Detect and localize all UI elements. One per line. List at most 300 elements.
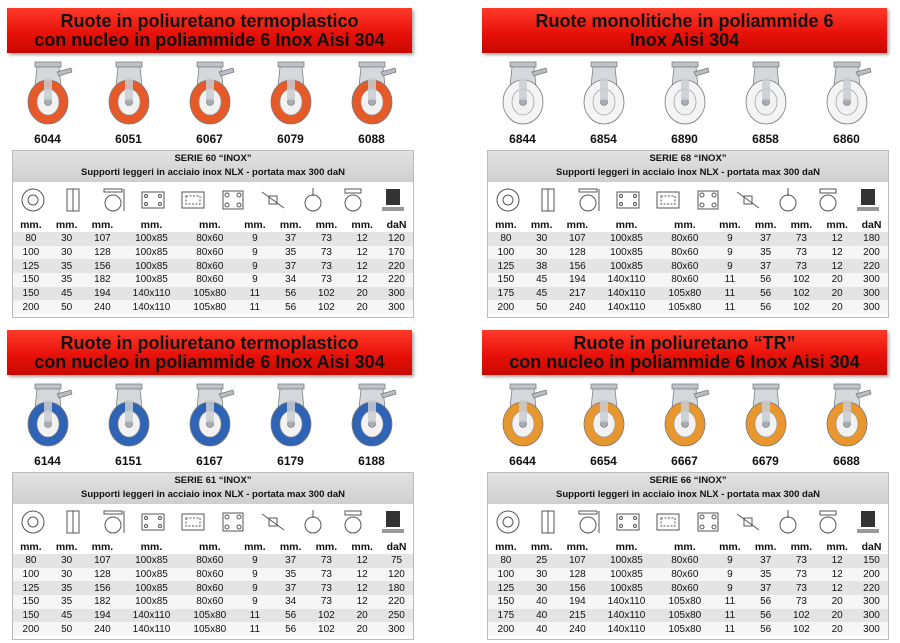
caster-wheel-image <box>816 380 878 450</box>
table-cell: 300 <box>855 595 888 609</box>
wheel-code: 6144 <box>34 454 61 468</box>
table-row <box>488 300 888 314</box>
icon-cell <box>608 182 648 218</box>
table-cell: 102 <box>784 273 820 287</box>
wheel-code: 6051 <box>115 132 142 146</box>
table-cell: 12 <box>344 259 380 273</box>
table-cell: 56 <box>748 287 784 301</box>
table-cell: 100x85 <box>595 232 657 246</box>
table-cell: 80x60 <box>658 273 712 287</box>
icon-cell <box>768 504 808 540</box>
table-cell: 73 <box>784 232 820 246</box>
table-cell: 45 <box>49 609 85 623</box>
icon-cell <box>373 504 413 540</box>
column-header: mm. <box>85 540 121 554</box>
table-cell: 150 <box>13 287 49 301</box>
wheel-item[interactable] <box>569 58 639 146</box>
table-cell: 150 <box>13 609 49 623</box>
table-row <box>488 273 888 287</box>
icon-cell <box>768 182 808 218</box>
table-cell: 105x80 <box>658 595 712 609</box>
table-cell: 100x85 <box>595 554 657 568</box>
table-cell: 30 <box>524 568 560 582</box>
caster-wheel-image <box>260 380 322 450</box>
table-cell: 102 <box>309 300 345 314</box>
wheel-front-icon <box>18 186 48 214</box>
icon-cell <box>293 182 333 218</box>
table-cell: 215 <box>560 609 596 623</box>
table-cell: 20 <box>819 273 855 287</box>
wheel-code: 6067 <box>196 132 223 146</box>
table-cell: 9 <box>237 232 273 246</box>
table-cell: 100x85 <box>120 273 182 287</box>
icon-cell <box>13 182 53 218</box>
series-spec-box <box>487 472 889 640</box>
table-cell: 217 <box>560 287 596 301</box>
table-cell: 156 <box>85 259 121 273</box>
icon-cell <box>528 504 568 540</box>
series-spec-box <box>12 472 414 640</box>
column-header: mm. <box>488 540 524 554</box>
table-cell: 12 <box>344 581 380 595</box>
table-cell: 80x60 <box>658 232 712 246</box>
table-cell: 100x85 <box>120 595 182 609</box>
table-cell: 37 <box>748 554 784 568</box>
load-weight-icon <box>378 186 408 214</box>
wheel-item[interactable] <box>256 380 326 468</box>
table-cell: 56 <box>748 595 784 609</box>
table-cell: 40 <box>524 609 560 623</box>
tyre-width-icon <box>338 186 368 214</box>
icon-cell <box>568 182 608 218</box>
icon-cell <box>648 182 688 218</box>
table-cell: 30 <box>524 232 560 246</box>
table-cell: 128 <box>560 568 596 582</box>
table-cell: 180 <box>380 581 413 595</box>
table-cell: 56 <box>273 622 309 636</box>
wheel-side-icon <box>58 186 88 214</box>
table-row <box>13 595 413 609</box>
icon-cell <box>688 504 728 540</box>
icon-cell <box>53 182 93 218</box>
series-spec-box <box>487 150 889 318</box>
table-cell: 105x80 <box>658 609 712 623</box>
wheel-code: 6667 <box>671 454 698 468</box>
table-cell: 300 <box>855 273 888 287</box>
table-cell: 80 <box>13 554 49 568</box>
table-cell: 45 <box>49 287 85 301</box>
table-cell: 50 <box>524 300 560 314</box>
icon-cell <box>728 504 768 540</box>
caster-wheel-image <box>179 58 241 128</box>
icon-cell <box>213 504 253 540</box>
plate-size-icon <box>613 186 643 214</box>
table-cell: 100x85 <box>120 246 182 260</box>
table-cell: 40 <box>524 622 560 636</box>
table-cell: 194 <box>85 287 121 301</box>
table-row <box>13 232 413 246</box>
table-cell: 56 <box>273 300 309 314</box>
table-cell: 9 <box>237 246 273 260</box>
wheel-item[interactable] <box>731 380 801 468</box>
table-cell: 125 <box>488 259 524 273</box>
table-cell: 300 <box>380 287 413 301</box>
table-cell: 11 <box>712 273 748 287</box>
table-cell: 30 <box>49 232 85 246</box>
icon-cell <box>173 182 213 218</box>
table-cell: 140x110 <box>120 622 182 636</box>
spec-table <box>488 540 888 636</box>
table-cell: 125 <box>13 581 49 595</box>
table-cell: 73 <box>784 259 820 273</box>
table-cell: 37 <box>273 259 309 273</box>
table-cell: 73 <box>784 554 820 568</box>
fork-height-icon <box>98 508 128 536</box>
series-subtitle: Supporti leggeri in acciaio inox NLX - portata max 300 daN <box>556 489 820 500</box>
table-cell: 9 <box>712 259 748 273</box>
wheel-item[interactable] <box>650 380 720 468</box>
wheel-gallery <box>482 380 887 468</box>
wheel-code: 6044 <box>34 132 61 146</box>
table-cell: 35 <box>273 246 309 260</box>
table-cell: 73 <box>784 595 820 609</box>
icon-cell <box>808 504 848 540</box>
table-cell: 200 <box>855 568 888 582</box>
column-header: mm. <box>120 540 182 554</box>
wheel-code: 6844 <box>509 132 536 146</box>
table-cell: 73 <box>784 568 820 582</box>
panel-title-banner <box>482 330 887 375</box>
wheel-item[interactable] <box>13 380 83 468</box>
wheel-code: 6654 <box>590 454 617 468</box>
wheel-code: 6151 <box>115 454 142 468</box>
swivel-radius-icon <box>773 186 803 214</box>
table-cell: 300 <box>380 300 413 314</box>
column-header: mm. <box>560 218 596 232</box>
product-panel-1 <box>7 8 412 316</box>
table-cell: 100x85 <box>120 581 182 595</box>
table-cell: 9 <box>237 259 273 273</box>
table-cell: 9 <box>237 581 273 595</box>
column-header: mm. <box>183 218 237 232</box>
swivel-radius-icon <box>773 508 803 536</box>
table-cell: 100x85 <box>595 568 657 582</box>
table-cell: 240 <box>560 622 596 636</box>
icon-cell <box>848 504 888 540</box>
table-cell: 73 <box>309 581 345 595</box>
panel-title-line1: Ruote in poliuretano termoplastico <box>60 10 359 31</box>
column-header: daN <box>380 218 413 232</box>
table-cell: 9 <box>237 595 273 609</box>
wheel-item[interactable] <box>337 380 407 468</box>
bolt-hole-icon <box>693 508 723 536</box>
table-cell: 20 <box>819 300 855 314</box>
column-header: mm. <box>658 218 712 232</box>
icon-cell <box>648 504 688 540</box>
table-cell: 35 <box>49 581 85 595</box>
wheel-item[interactable] <box>175 58 245 146</box>
table-cell: 182 <box>85 595 121 609</box>
tyre-width-icon <box>338 508 368 536</box>
wheel-code: 6688 <box>833 454 860 468</box>
table-row <box>13 554 413 568</box>
table-cell: 156 <box>85 581 121 595</box>
table-cell: 12 <box>819 246 855 260</box>
plate-size-icon <box>138 186 168 214</box>
table-cell: 9 <box>237 273 273 287</box>
table-cell: 100x85 <box>120 568 182 582</box>
panel-title-line1: Ruote in poliuretano termoplastico <box>60 332 359 353</box>
table-cell: 150 <box>855 554 888 568</box>
dimension-icons-row <box>488 182 888 218</box>
icon-cell <box>608 504 648 540</box>
wheel-item[interactable] <box>256 58 326 146</box>
icon-cell <box>688 182 728 218</box>
table-row <box>13 609 413 623</box>
table-cell: 30 <box>524 246 560 260</box>
table-row <box>488 609 888 623</box>
wheel-item[interactable] <box>175 380 245 468</box>
spec-table <box>488 218 888 314</box>
table-cell: 34 <box>273 273 309 287</box>
wheel-item[interactable] <box>94 58 164 146</box>
table-cell: 35 <box>49 273 85 287</box>
table-cell: 194 <box>85 609 121 623</box>
table-cell: 156 <box>560 581 596 595</box>
wheel-code: 6860 <box>833 132 860 146</box>
wheel-item[interactable] <box>812 58 882 146</box>
table-cell: 80 <box>488 232 524 246</box>
column-header: daN <box>855 218 888 232</box>
icon-cell <box>173 504 213 540</box>
table-cell: 80x60 <box>658 246 712 260</box>
bolt-hole-icon <box>218 186 248 214</box>
column-header: mm. <box>819 540 855 554</box>
swivel-radius-icon <box>298 186 328 214</box>
offset-icon <box>258 186 288 214</box>
wheel-front-icon <box>18 508 48 536</box>
wheel-item[interactable] <box>731 58 801 146</box>
table-cell: 80 <box>488 554 524 568</box>
column-header: mm. <box>309 218 345 232</box>
table-row <box>13 300 413 314</box>
table-cell: 20 <box>344 300 380 314</box>
wheel-front-icon <box>493 186 523 214</box>
table-cell: 35 <box>273 568 309 582</box>
table-cell: 56 <box>748 273 784 287</box>
table-cell: 300 <box>855 300 888 314</box>
wheel-code: 6644 <box>509 454 536 468</box>
spec-header-row <box>13 540 413 554</box>
icon-cell <box>488 182 528 218</box>
wheel-item[interactable] <box>337 58 407 146</box>
table-cell: 100x85 <box>120 554 182 568</box>
table-cell: 182 <box>85 273 121 287</box>
table-cell: 12 <box>819 568 855 582</box>
wheel-code: 6179 <box>277 454 304 468</box>
wheel-item[interactable] <box>13 58 83 146</box>
table-cell: 80x60 <box>183 259 237 273</box>
table-cell: 25 <box>524 554 560 568</box>
caster-wheel-image <box>654 380 716 450</box>
wheel-item[interactable] <box>488 58 558 146</box>
caster-wheel-image <box>816 58 878 128</box>
table-cell: 12 <box>819 554 855 568</box>
panel-title-line1: Ruote in poliuretano “TR” <box>573 332 796 353</box>
fork-height-icon <box>573 508 603 536</box>
column-header: mm. <box>712 540 748 554</box>
table-cell: 73 <box>309 246 345 260</box>
table-cell: 125 <box>488 581 524 595</box>
table-cell: 102 <box>309 609 345 623</box>
table-cell: 11 <box>237 287 273 301</box>
load-weight-icon <box>378 508 408 536</box>
table-cell: 150 <box>13 273 49 287</box>
table-cell: 107 <box>85 554 121 568</box>
table-cell: 220 <box>855 259 888 273</box>
table-cell: 180 <box>855 232 888 246</box>
table-cell: 9 <box>712 581 748 595</box>
wheel-item[interactable] <box>488 380 558 468</box>
table-row <box>488 554 888 568</box>
wheel-side-icon <box>58 508 88 536</box>
panel-title-line2: con nucleo in poliammide 6 Inox Aisi 304 <box>34 351 385 372</box>
wheel-front-icon <box>493 508 523 536</box>
bolt-spacing-icon <box>653 186 683 214</box>
table-cell: 100x85 <box>120 232 182 246</box>
table-cell: 11 <box>712 609 748 623</box>
column-header: mm. <box>784 218 820 232</box>
wheel-item[interactable] <box>569 380 639 468</box>
column-header: mm. <box>524 540 560 554</box>
table-row <box>488 568 888 582</box>
table-cell: 20 <box>819 609 855 623</box>
product-panel-4 <box>482 330 887 638</box>
wheel-item[interactable] <box>812 380 882 468</box>
icon-cell <box>133 182 173 218</box>
table-cell: 37 <box>273 581 309 595</box>
caster-wheel-image <box>735 58 797 128</box>
table-cell: 56 <box>273 609 309 623</box>
table-cell: 80x60 <box>658 568 712 582</box>
swivel-radius-icon <box>298 508 328 536</box>
table-cell: 73 <box>784 246 820 260</box>
icon-cell <box>133 504 173 540</box>
load-weight-icon <box>853 186 883 214</box>
table-cell: 20 <box>344 287 380 301</box>
column-header: mm. <box>819 218 855 232</box>
table-cell: 240 <box>85 622 121 636</box>
table-cell: 107 <box>85 232 121 246</box>
table-cell: 56 <box>748 622 784 636</box>
caster-wheel-image <box>654 58 716 128</box>
offset-icon <box>733 508 763 536</box>
table-cell: 250 <box>380 609 413 623</box>
icon-cell <box>93 504 133 540</box>
panel-title-banner <box>7 8 412 53</box>
table-cell: 100x85 <box>595 259 657 273</box>
table-cell: 100x85 <box>120 259 182 273</box>
column-header: mm. <box>13 540 49 554</box>
table-cell: 194 <box>560 595 596 609</box>
caster-wheel-image <box>341 380 403 450</box>
table-cell: 12 <box>819 581 855 595</box>
table-cell: 35 <box>49 259 85 273</box>
table-cell: 73 <box>784 581 820 595</box>
table-cell: 80x60 <box>183 581 237 595</box>
caster-wheel-image <box>735 380 797 450</box>
table-cell: 11 <box>712 287 748 301</box>
table-cell: 100 <box>13 246 49 260</box>
table-cell: 45 <box>524 273 560 287</box>
panel-title-line2: con nucleo in poliammide 6 Inox Aisi 304 <box>34 29 385 50</box>
icon-cell <box>488 504 528 540</box>
table-cell: 73 <box>309 259 345 273</box>
table-cell: 73 <box>309 568 345 582</box>
wheel-code: 6188 <box>358 454 385 468</box>
caster-wheel-image <box>492 380 554 450</box>
panel-title-banner <box>482 8 887 53</box>
column-header: mm. <box>49 218 85 232</box>
table-cell: 75 <box>380 554 413 568</box>
table-cell: 105x80 <box>183 622 237 636</box>
icon-cell <box>13 504 53 540</box>
icon-cell <box>333 182 373 218</box>
table-cell: 175 <box>488 287 524 301</box>
table-cell: 80x60 <box>183 273 237 287</box>
wheel-code: 6854 <box>590 132 617 146</box>
spec-header-row <box>488 540 888 554</box>
column-header: daN <box>380 540 413 554</box>
table-cell: 80x60 <box>658 581 712 595</box>
table-cell: 56 <box>273 287 309 301</box>
bolt-spacing-icon <box>178 186 208 214</box>
table-cell: 102 <box>784 609 820 623</box>
table-cell: 200 <box>488 622 524 636</box>
column-header: mm. <box>237 540 273 554</box>
table-cell: 80x60 <box>183 246 237 260</box>
wheel-code: 6079 <box>277 132 304 146</box>
table-cell: 140x110 <box>595 622 657 636</box>
table-cell: 11 <box>237 622 273 636</box>
table-cell: 9 <box>712 568 748 582</box>
table-cell: 37 <box>273 554 309 568</box>
spec-header-row <box>488 218 888 232</box>
table-cell: 38 <box>524 259 560 273</box>
wheel-side-icon <box>533 508 563 536</box>
icon-cell <box>253 182 293 218</box>
icon-cell <box>808 182 848 218</box>
table-row <box>13 568 413 582</box>
series-title: SERIE 60 “INOX” <box>174 153 252 164</box>
series-header <box>488 151 888 182</box>
panel-title-banner <box>7 330 412 375</box>
wheel-item[interactable] <box>94 380 164 468</box>
product-panel-2 <box>482 8 887 316</box>
table-cell: 9 <box>237 554 273 568</box>
wheel-item[interactable] <box>650 58 720 146</box>
table-cell: 35 <box>748 246 784 260</box>
icon-cell <box>848 182 888 218</box>
series-title: SERIE 66 “INOX” <box>649 475 727 486</box>
icon-cell <box>568 504 608 540</box>
table-cell: 9 <box>712 554 748 568</box>
offset-icon <box>733 186 763 214</box>
table-cell: 30 <box>49 246 85 260</box>
table-cell: 200 <box>855 246 888 260</box>
icon-cell <box>53 504 93 540</box>
column-header: daN <box>855 540 888 554</box>
